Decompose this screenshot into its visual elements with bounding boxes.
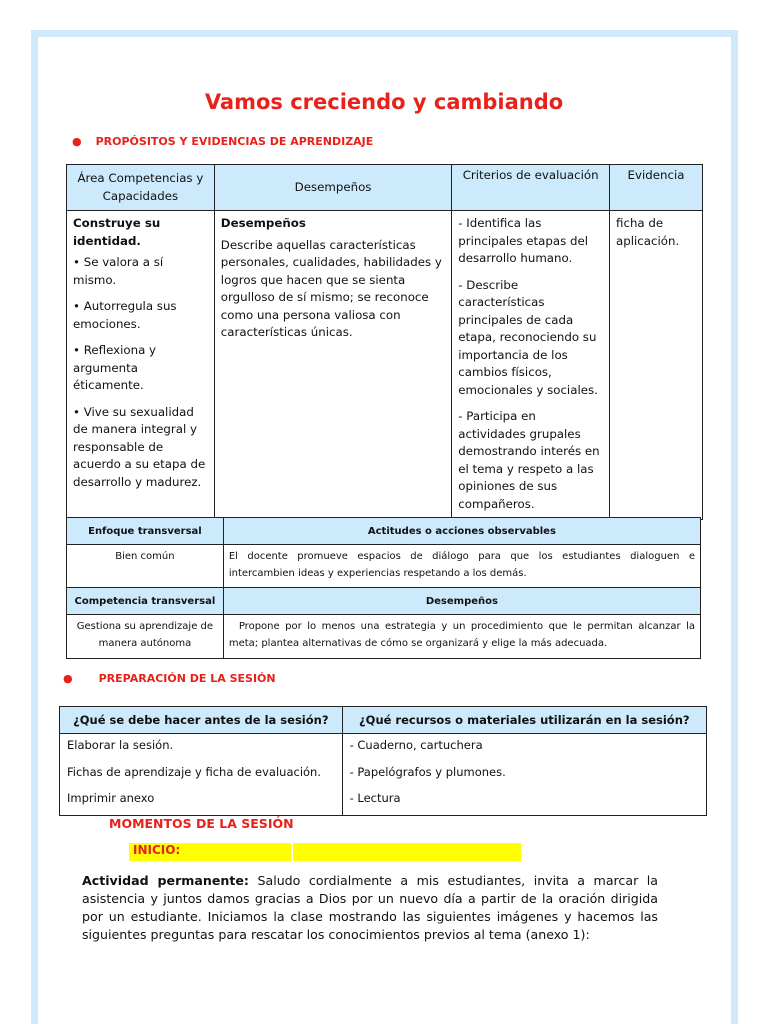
header-evidencia: Evidencia	[610, 165, 703, 211]
recursos-cell	[342, 734, 706, 816]
header-area: Área Competencias y Capacidades	[67, 165, 215, 211]
antes-item: Fichas de aprendizaje y ficha de evaluación.	[67, 764, 322, 779]
recurso-item: - Cuaderno, cartuchera	[349, 738, 483, 752]
desempenos-title: Desempeños	[220, 216, 306, 230]
section-preparation-label: PREPARACIÓN DE LA SESIÓN	[98, 672, 276, 685]
activity-text: Saludo cordialmente a mis estudiantes, invita a marcar la asistencia y juntos damos gracias a Dios por un nuevo día a partir de la oración dirigida por un estudiante. Iniciamos la clase mostrando las siguientes imágenes y hacemos las siguientes preguntas para rescatar los conocimientos previos al tema (anexo 1):	[82, 873, 658, 942]
header-enfoque: Enfoque transversal	[67, 518, 224, 545]
transversal-table	[66, 517, 701, 659]
purposes-table	[66, 164, 703, 520]
activity-paragraph	[82, 872, 658, 944]
header-recursos: ¿Qué recursos o materiales utilizarán en la sesión?	[342, 707, 706, 734]
moments-heading: MOMENTOS DE LA SESIÓN	[109, 816, 294, 831]
recurso-item: - Lectura	[349, 791, 401, 805]
inicio-highlight	[129, 843, 521, 861]
desempenos-cell	[214, 211, 451, 520]
bullet-icon: ●	[72, 135, 82, 148]
section-preparation-heading	[63, 672, 276, 685]
capacidad-item: • Autorregula sus emociones.	[73, 299, 177, 331]
section-purposes-heading	[72, 135, 373, 148]
header-actitudes: Actitudes o acciones observables	[223, 518, 700, 545]
header-antes: ¿Qué se debe hacer antes de la sesión?	[60, 707, 343, 734]
recurso-item: - Papelógrafos y plumones.	[349, 764, 506, 779]
criterio-item: - Describe características principales de cada etapa, reconociendo su importancia de los cambios físicos, emocionales y sociales.	[458, 277, 598, 397]
criterio-item: - Participa en actividades grupales demostrando interés en el tema y respeto a las opiniones de sus compañeros.	[458, 409, 600, 511]
capacidad-item: • Reflexiona y argumenta éticamente.	[73, 343, 157, 392]
header-desempenos-transversal: Desempeños	[223, 588, 700, 615]
criterio-item: - Identifica las principales etapas del desarrollo humano.	[458, 216, 589, 265]
preparation-table	[59, 706, 707, 816]
antes-item: Elaborar la sesión.	[67, 738, 174, 752]
criterios-cell	[452, 211, 610, 520]
desempenos-transversal-value: Propone por lo menos una estrategia y un procedimiento que le permitan alcanzar la meta; plantea alternativas de cómo se organizará y elige la más adecuada.	[223, 615, 700, 659]
header-competencia-transversal: Competencia transversal	[67, 588, 224, 615]
actitudes-value: El docente promueve espacios de diálogo para que los estudiantes dialoguen e intercambien ideas y experiencias respetando a los demás.	[223, 545, 700, 588]
header-criterios: Criterios de evaluación	[452, 165, 610, 211]
antes-cell	[60, 734, 343, 816]
activity-label: Actividad permanente:	[82, 873, 249, 888]
capacidad-item: • Vive su sexualidad de manera integral y responsable de acuerdo a su etapa de desarrollo y madurez.	[73, 404, 206, 489]
competencias-cell	[67, 211, 215, 520]
section-purposes-label: PROPÓSITOS Y EVIDENCIAS DE APRENDIZAJE	[95, 135, 374, 148]
desempenos-text: Describe aquellas características personales, cualidades, habilidades y logros que hacen que se sienta orgulloso de sí mismo; se reconoce como una persona valiosa con características únicas.	[220, 237, 442, 339]
header-desempenos: Desempeños	[214, 165, 451, 211]
evidencia-cell: ficha de aplicación.	[610, 211, 703, 520]
competencia-transversal-value: Gestiona su aprendizaje de manera autónoma	[67, 615, 224, 659]
competencia-title: Construye su identidad.	[73, 216, 161, 248]
page-title: Vamos creciendo y cambiando	[204, 90, 564, 114]
capacidad-item: • Se valora a sí mismo.	[73, 255, 164, 287]
bullet-icon: ●	[63, 672, 73, 685]
antes-item: Imprimir anexo	[67, 791, 155, 805]
enfoque-value: Bien común	[67, 545, 224, 588]
inicio-label: INICIO:	[133, 843, 181, 857]
